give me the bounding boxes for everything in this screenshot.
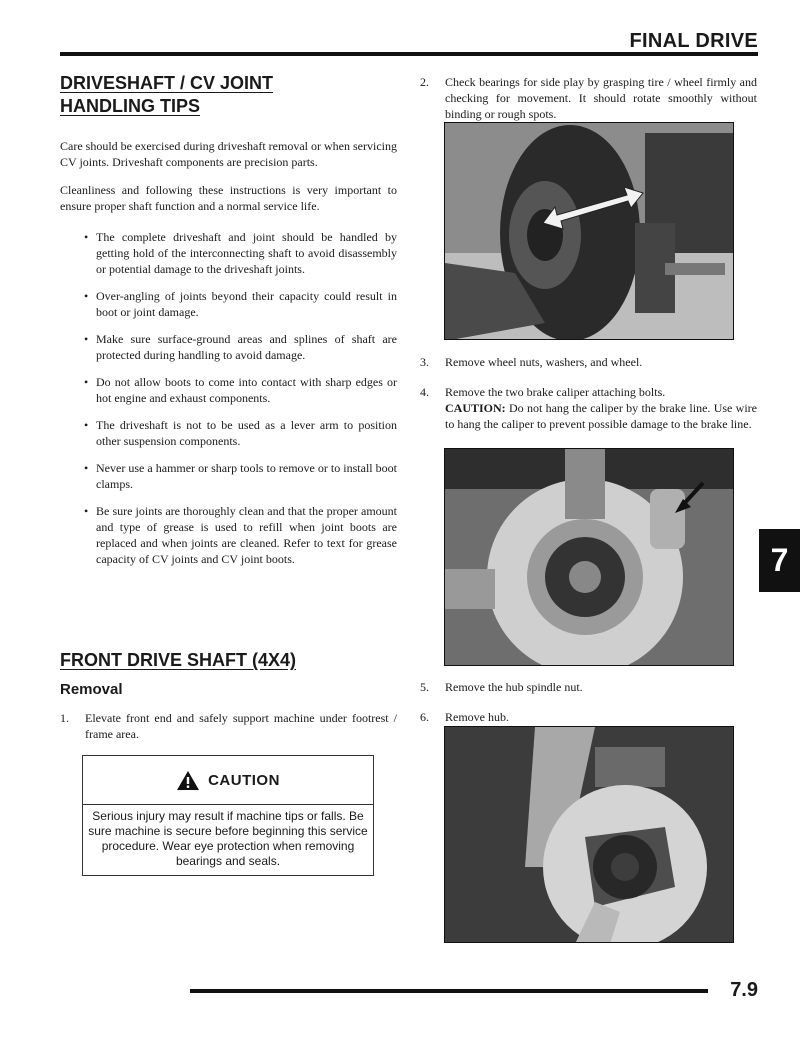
step-number: 1. xyxy=(60,711,69,725)
list-item: • Never use a hammer or sharp tools to remove or to install boot clamps. xyxy=(84,460,397,492)
step-caution-text: Do not hang the caliper by the brake line. Use wire to hang the caliper to prevent possible damage to the brake line. xyxy=(445,401,757,431)
step-text: Remove hub. xyxy=(445,710,509,724)
step-text: Check bearings for side play by grasping tire / wheel firmly and checking for movement. It should rotate smoothly without binding or rough spots. xyxy=(445,75,757,121)
list-item: • Over-angling of joints beyond their capacity could result in boot or joint damage. xyxy=(84,288,397,320)
warning-triangle-icon xyxy=(176,770,200,791)
front-drive-shaft-heading: FRONT DRIVE SHAFT (4X4) xyxy=(60,650,297,670)
heading-line-1: DRIVESHAFT / CV JOINT xyxy=(60,73,274,93)
intro-paragraph-2: Cleanliness and following these instructions is very important to ensure proper shaft function and a normal service life. xyxy=(60,183,397,213)
step-6 xyxy=(420,709,757,727)
brake-caliper-photo xyxy=(444,448,734,666)
caution-text: Serious injury may result if machine tips or falls. Be sure machine is secure before beginning this service procedure. Wear eye protection when removing bearings and seals. xyxy=(88,809,368,868)
step-1 xyxy=(60,710,397,744)
step-number: 4. xyxy=(420,385,429,399)
caution-label: CAUTION xyxy=(208,771,280,789)
step-number: 2. xyxy=(420,75,429,89)
step-text: Elevate front end and safely support machine under footrest / frame area. xyxy=(85,711,397,741)
hub-removal-illustration xyxy=(445,727,734,943)
hub-removal-photo xyxy=(444,726,734,943)
list-item: • Do not allow boots to come into contact with sharp edges or hot engine and exhaust components. xyxy=(84,374,397,406)
driveshaft-handling-heading xyxy=(60,72,273,118)
step-5 xyxy=(420,679,757,697)
step-text: Remove the hub spindle nut. xyxy=(445,680,583,694)
list-item: • Be sure joints are thoroughly clean and that the proper amount and type of grease is used to refill when joint boots are replaced and when joints are cleaned. Refer to text for grease capacity of CV joints and CV joint boots. xyxy=(84,503,397,567)
step-4-content xyxy=(445,384,757,432)
caution-header xyxy=(83,756,373,805)
header-rule xyxy=(60,52,758,56)
handling-tips-list xyxy=(84,229,397,578)
step-text: Remove wheel nuts, washers, and wheel. xyxy=(445,355,643,369)
list-item: • Make sure surface-ground areas and splines of shaft are protected during handling to avoid damage. xyxy=(84,331,397,363)
caution-box xyxy=(82,755,374,876)
step-caution-label: CAUTION: xyxy=(445,401,506,415)
step-4 xyxy=(420,384,757,448)
step-number: 5. xyxy=(420,680,429,694)
tire-photo-illustration xyxy=(445,123,734,340)
page-number: 7.9 xyxy=(730,979,758,1001)
list-item: • The driveshaft is not to be used as a lever arm to position other suspension components. xyxy=(84,417,397,449)
intro-paragraph-1: Care should be exercised during driveshaft removal or when servicing CV joints. Driveshaft components are precision parts. xyxy=(60,139,397,169)
step-number: 6. xyxy=(420,710,429,724)
chapter-tab: 7 xyxy=(759,529,800,592)
step-3 xyxy=(420,354,757,372)
footer-rule xyxy=(190,989,708,993)
step-2 xyxy=(420,74,757,122)
list-item: • The complete driveshaft and joint should be handled by getting hold of the interconnecting shaft to avoid disassembly or potential damage to the driveshaft joints. xyxy=(84,229,397,277)
step-text: Remove the two brake caliper attaching bolts. xyxy=(445,385,666,399)
heading-line-2: HANDLING TIPS xyxy=(60,96,201,116)
tire-side-play-photo xyxy=(444,122,734,340)
step-number: 3. xyxy=(420,355,429,369)
removal-subheading: Removal xyxy=(60,681,123,698)
section-header-title: FINAL DRIVE xyxy=(629,30,758,52)
brake-caliper-illustration xyxy=(445,449,734,666)
